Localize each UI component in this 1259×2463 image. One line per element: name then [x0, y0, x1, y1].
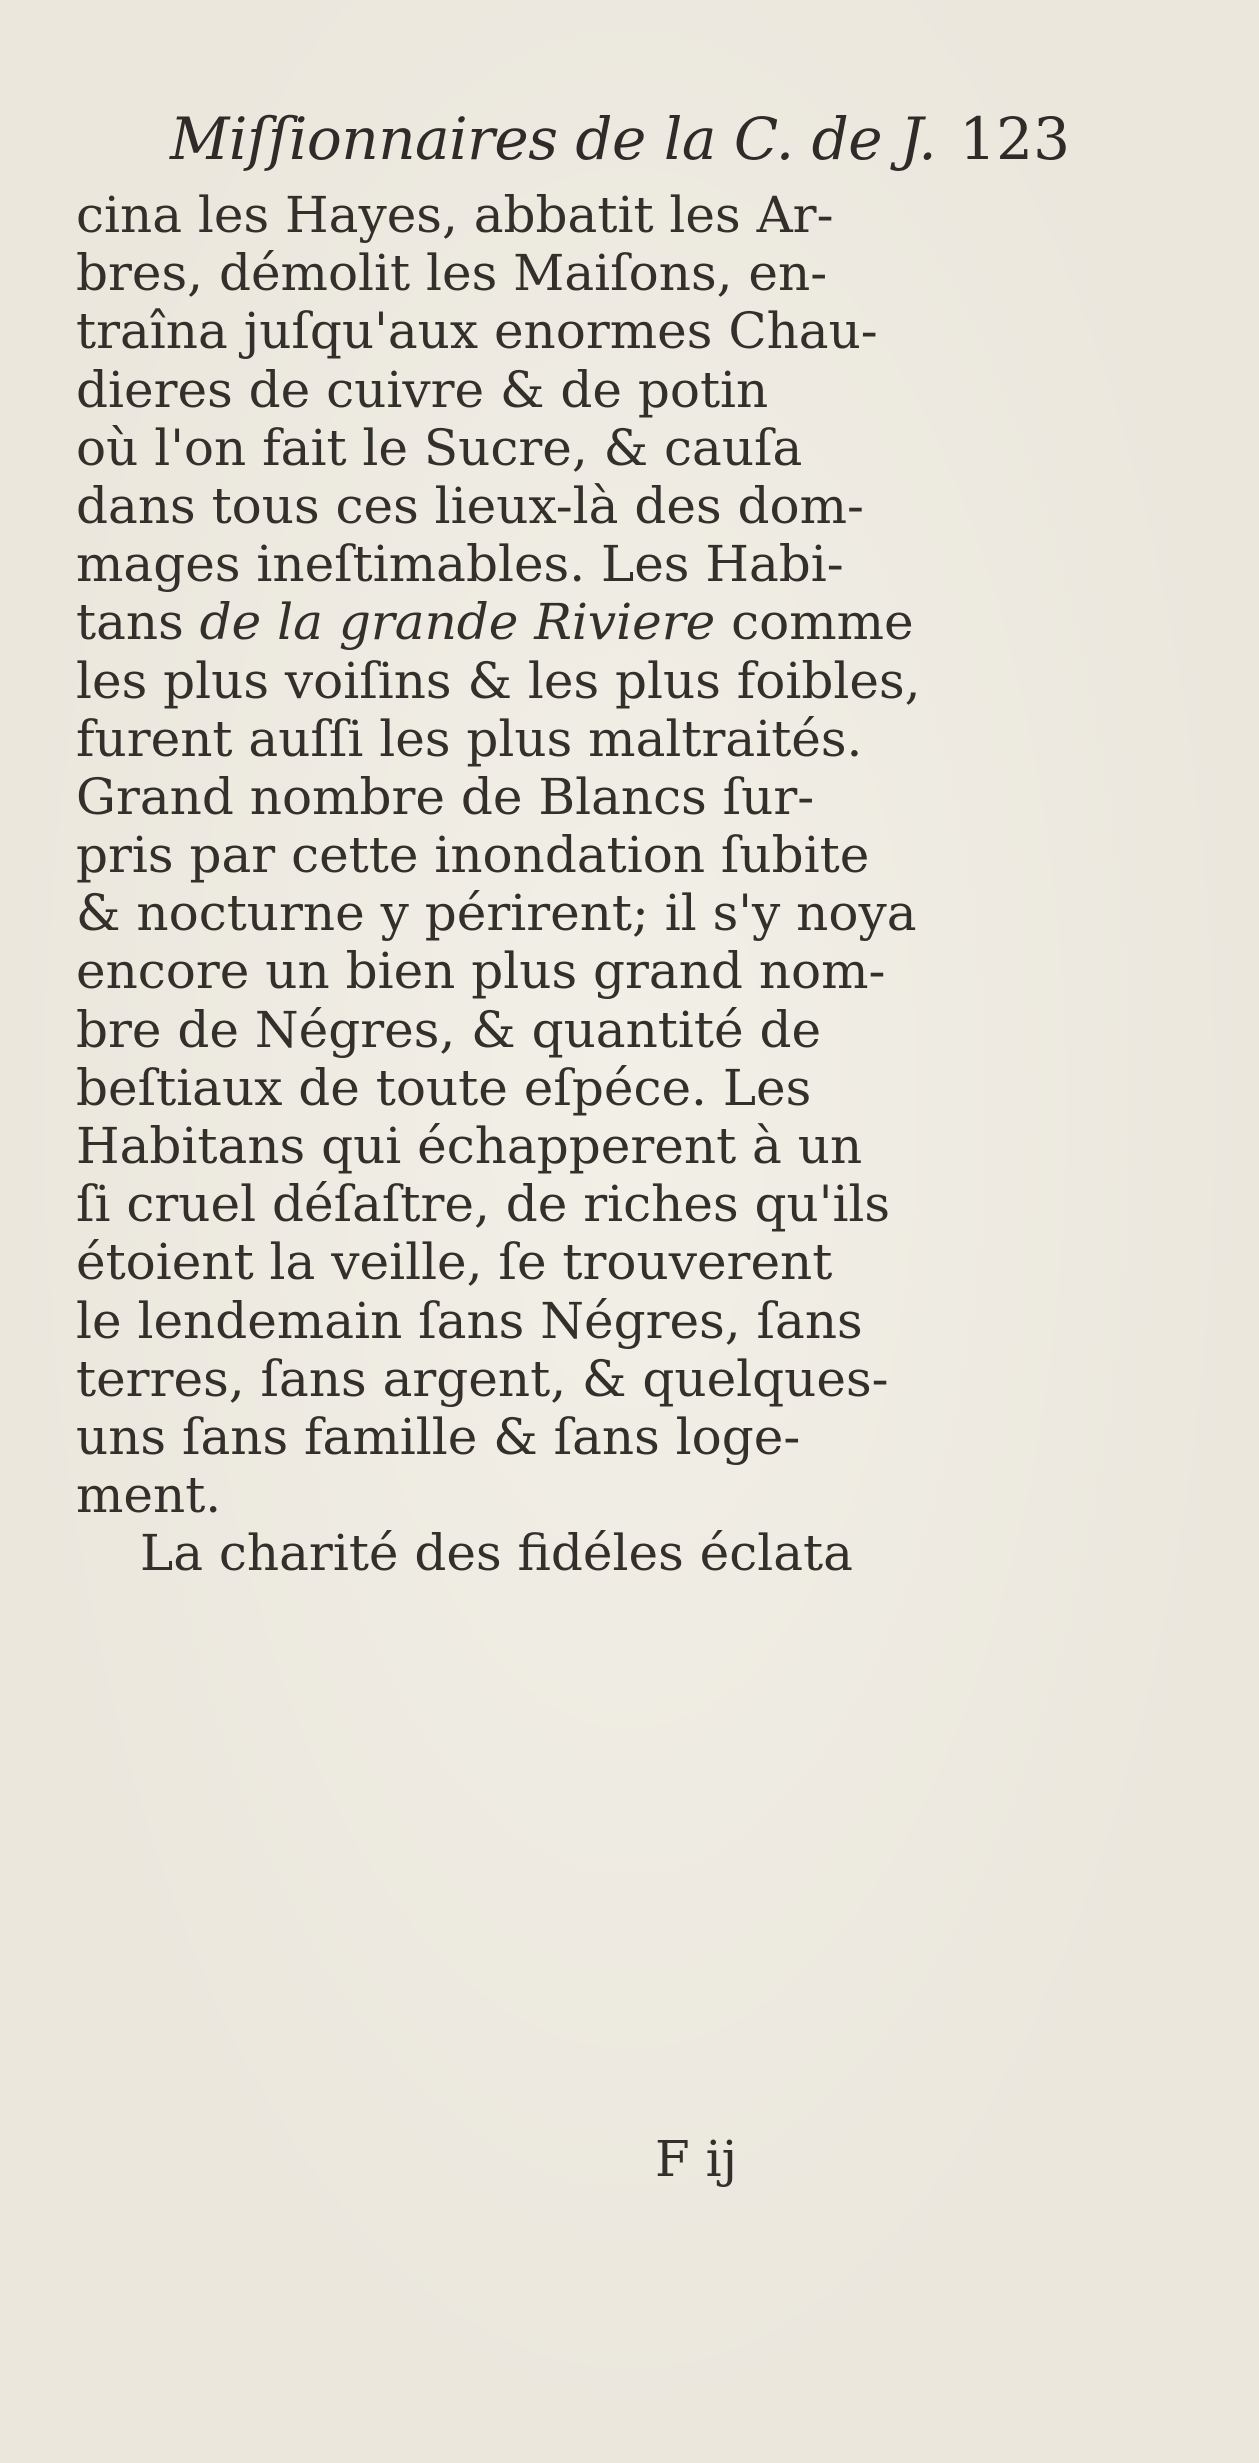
text-line: cina les Hayes, abbatit les Ar-: [76, 186, 834, 244]
text-line: ment.: [76, 1466, 222, 1525]
text-fragment: comme: [715, 593, 914, 652]
italic-place-name: de la grande Riviere: [199, 593, 716, 652]
text-line: dieres de cuivre & de potin: [76, 360, 769, 419]
text-line-with-italic: [76, 593, 1076, 651]
paragraph-first-line: La charité des fidéles éclata: [140, 1524, 853, 1583]
text-line: Habitans qui échapperent à un: [76, 1117, 863, 1175]
text-line: terres, ſans argent, & quelques-: [76, 1349, 889, 1408]
text-line: le lendemain ſans Négres, ſans: [76, 1291, 863, 1350]
text-line: étoient la veille, ſe trouverent: [76, 1233, 833, 1292]
text-line: bres, démolit les Maiſons, en-: [76, 244, 828, 303]
text-line: traîna juſqu'aux enormes Chau-: [76, 302, 878, 361]
text-line: uns ſans famille & ſans loge-: [76, 1407, 801, 1466]
text-line: Grand nombre de Blancs ſur-: [76, 767, 815, 826]
text-fragment: tans: [76, 593, 200, 652]
text-line: encore un bien plus grand nom-: [76, 942, 886, 1001]
body-text: [76, 186, 1076, 1583]
page-number: 123: [959, 105, 1070, 173]
signature-mark: F ij: [655, 2130, 738, 2188]
running-head: Miſſionnaires de la C. de J.: [170, 105, 937, 173]
text-line: les plus voiſins & les plus foibles,: [76, 651, 921, 710]
text-line: pris par cette inondation ſubite: [76, 826, 870, 885]
text-line: furent auſſi les plus maltraités.: [76, 709, 863, 768]
text-line: dans tous ces lieux-là des dom-: [76, 476, 864, 535]
text-line: bre de Négres, & quantité de: [76, 1000, 822, 1059]
page-header: [170, 105, 1070, 185]
text-line: ſi cruel déſaſtre, de riches qu'ils: [76, 1175, 891, 1234]
text-line: mages ineſtimables. Les Habi-: [76, 535, 844, 594]
text-line: beſtiaux de toute eſpéce. Les: [76, 1058, 812, 1117]
text-line: où l'on fait le Sucre, & cauſa: [76, 418, 803, 477]
text-line: & nocturne y périrent; il s'y noya: [76, 884, 917, 943]
